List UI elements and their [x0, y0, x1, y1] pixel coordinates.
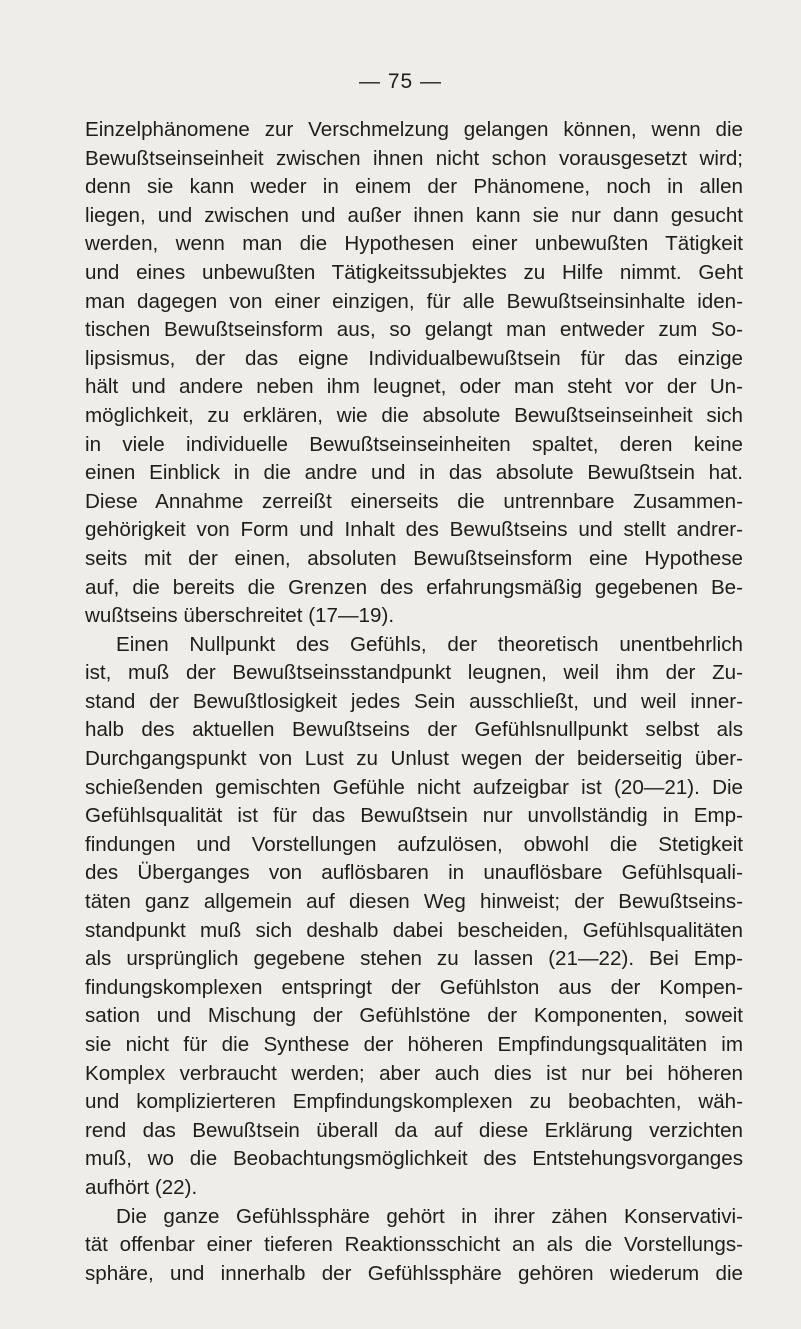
text-line: einen Einblick in die andre und in das absolute Bewußtsein hat. — [85, 461, 743, 485]
text-line: sphäre, und innerhalb der Gefühlssphäre gehören wiederum die — [85, 1261, 743, 1285]
text-line: Die ganze Gefühlssphäre gehört in ihrer zähen Konservativi- — [116, 1204, 743, 1228]
text-line: halb des aktuellen Bewußtseins der Gefühlsnullpunkt selbst als — [85, 718, 743, 742]
text-line: Diese Annahme zerreißt einerseits die untrennbare Zusammen- — [85, 489, 743, 513]
text-line: Komplex verbraucht werden; aber auch dies ist nur bei höheren — [85, 1061, 743, 1085]
text-line: schießenden gemischten Gefühle nicht aufzeigbar ist (20—21). Die — [85, 775, 743, 799]
page-number: — 75 — — [358, 70, 443, 93]
text-line: liegen, und zwischen und außer ihnen kann sie nur dann gesucht — [85, 203, 743, 227]
text-line: wußtseins überschreitet (17—19). — [85, 604, 395, 628]
text-line: tät offenbar einer tieferen Reaktionsschicht an als die Vorstellungs- — [85, 1233, 743, 1257]
text-line: findungen und Vorstellungen aufzulösen, obwohl die Stetigkeit — [85, 832, 743, 856]
text-line: aufhört (22). — [85, 1175, 198, 1199]
text-line: sie nicht für die Synthese der höheren Empfindungsqualitäten im — [85, 1033, 743, 1056]
text-line: und eines unbewußten Tätigkeitssubjektes zu Hilfe nimmt. Geht — [85, 260, 743, 284]
text-line: denn sie kann weder in einem der Phänomene, noch in allen — [85, 175, 743, 199]
text-line: als ursprünglich gegebene stehen zu lassen (21—22). Bei Emp- — [85, 947, 743, 971]
text-line: Einzelphänomene zur Verschmelzung gelangen können, wenn die — [85, 118, 743, 141]
text-line: man dagegen von einer einzigen, für alle Bewußtseinsinhalte iden- — [85, 289, 743, 313]
text-line: ist, muß der Bewußtseinsstandpunkt leugnen, weil ihm der Zu- — [85, 661, 743, 685]
text-line: Gefühlsqualität ist für das Bewußtsein nur unvollständig in Emp- — [85, 804, 743, 828]
text-line: lipsismus, der das eigne Individualbewußtsein für das einzige — [85, 346, 743, 370]
text-line: muß, wo die Beobachtungsmöglichkeit des Entstehungsvorganges — [85, 1147, 743, 1171]
text-line: Durchgangspunkt von Lust zu Unlust wegen der beiderseitig über- — [85, 747, 743, 771]
text-line: tischen Bewußtseinsform aus, so gelangt man entweder zum So- — [85, 318, 743, 342]
text-line: Bewußtseinseinheit zwischen ihnen nicht schon vorausgesetzt wird; — [85, 146, 743, 170]
paragraph — [85, 116, 743, 631]
text-line: standpunkt muß sich deshalb dabei bescheiden, Gefühlsqualitäten — [85, 918, 743, 942]
text-line: rend das Bewußtsein überall da auf diese Erklärung verzichten — [85, 1118, 743, 1142]
text-line: seits mit der einen, absoluten Bewußtseinsform eine Hypothese — [85, 546, 743, 570]
text-line: gehörigkeit von Form und Inhalt des Bewußtseins und stellt andrer- — [85, 518, 743, 542]
text-line: und komplizierteren Empfindungskomplexen zu beobachten, wäh- — [85, 1090, 743, 1114]
text-line: findungskomplexen entspringt der Gefühlston aus der Kompen- — [85, 975, 743, 999]
text-line: hält und andere neben ihm leugnet, oder man steht vor der Un- — [85, 375, 743, 399]
text-line: des Überganges von auflösbaren in unauflösbare Gefühlsquali- — [85, 861, 743, 885]
body-text — [85, 116, 743, 1288]
text-line: stand der Bewußtlosigkeit jedes Sein ausschließt, und weil inner- — [85, 689, 743, 713]
text-line: auf, die bereits die Grenzen des erfahrungsmäßig gegebenen Be- — [85, 575, 743, 599]
paragraph — [85, 1203, 743, 1289]
text-line: in viele individuelle Bewußtseinseinheiten spaltet, deren keine — [85, 432, 743, 456]
text-line: möglichkeit, zu erklären, wie die absolute Bewußtseinseinheit sich — [85, 403, 743, 427]
text-line: werden, wenn man die Hypothesen einer unbewußten Tätigkeit — [85, 232, 743, 256]
text-line: Einen Nullpunkt des Gefühls, der theoretisch unentbehrlich — [116, 632, 743, 656]
paragraph — [85, 631, 743, 1203]
text-line: sation und Mischung der Gefühlstöne der Komponenten, soweit — [85, 1004, 743, 1028]
text-line: täten ganz allgemein auf diesen Weg hinweist; der Bewußtseins- — [85, 890, 743, 914]
